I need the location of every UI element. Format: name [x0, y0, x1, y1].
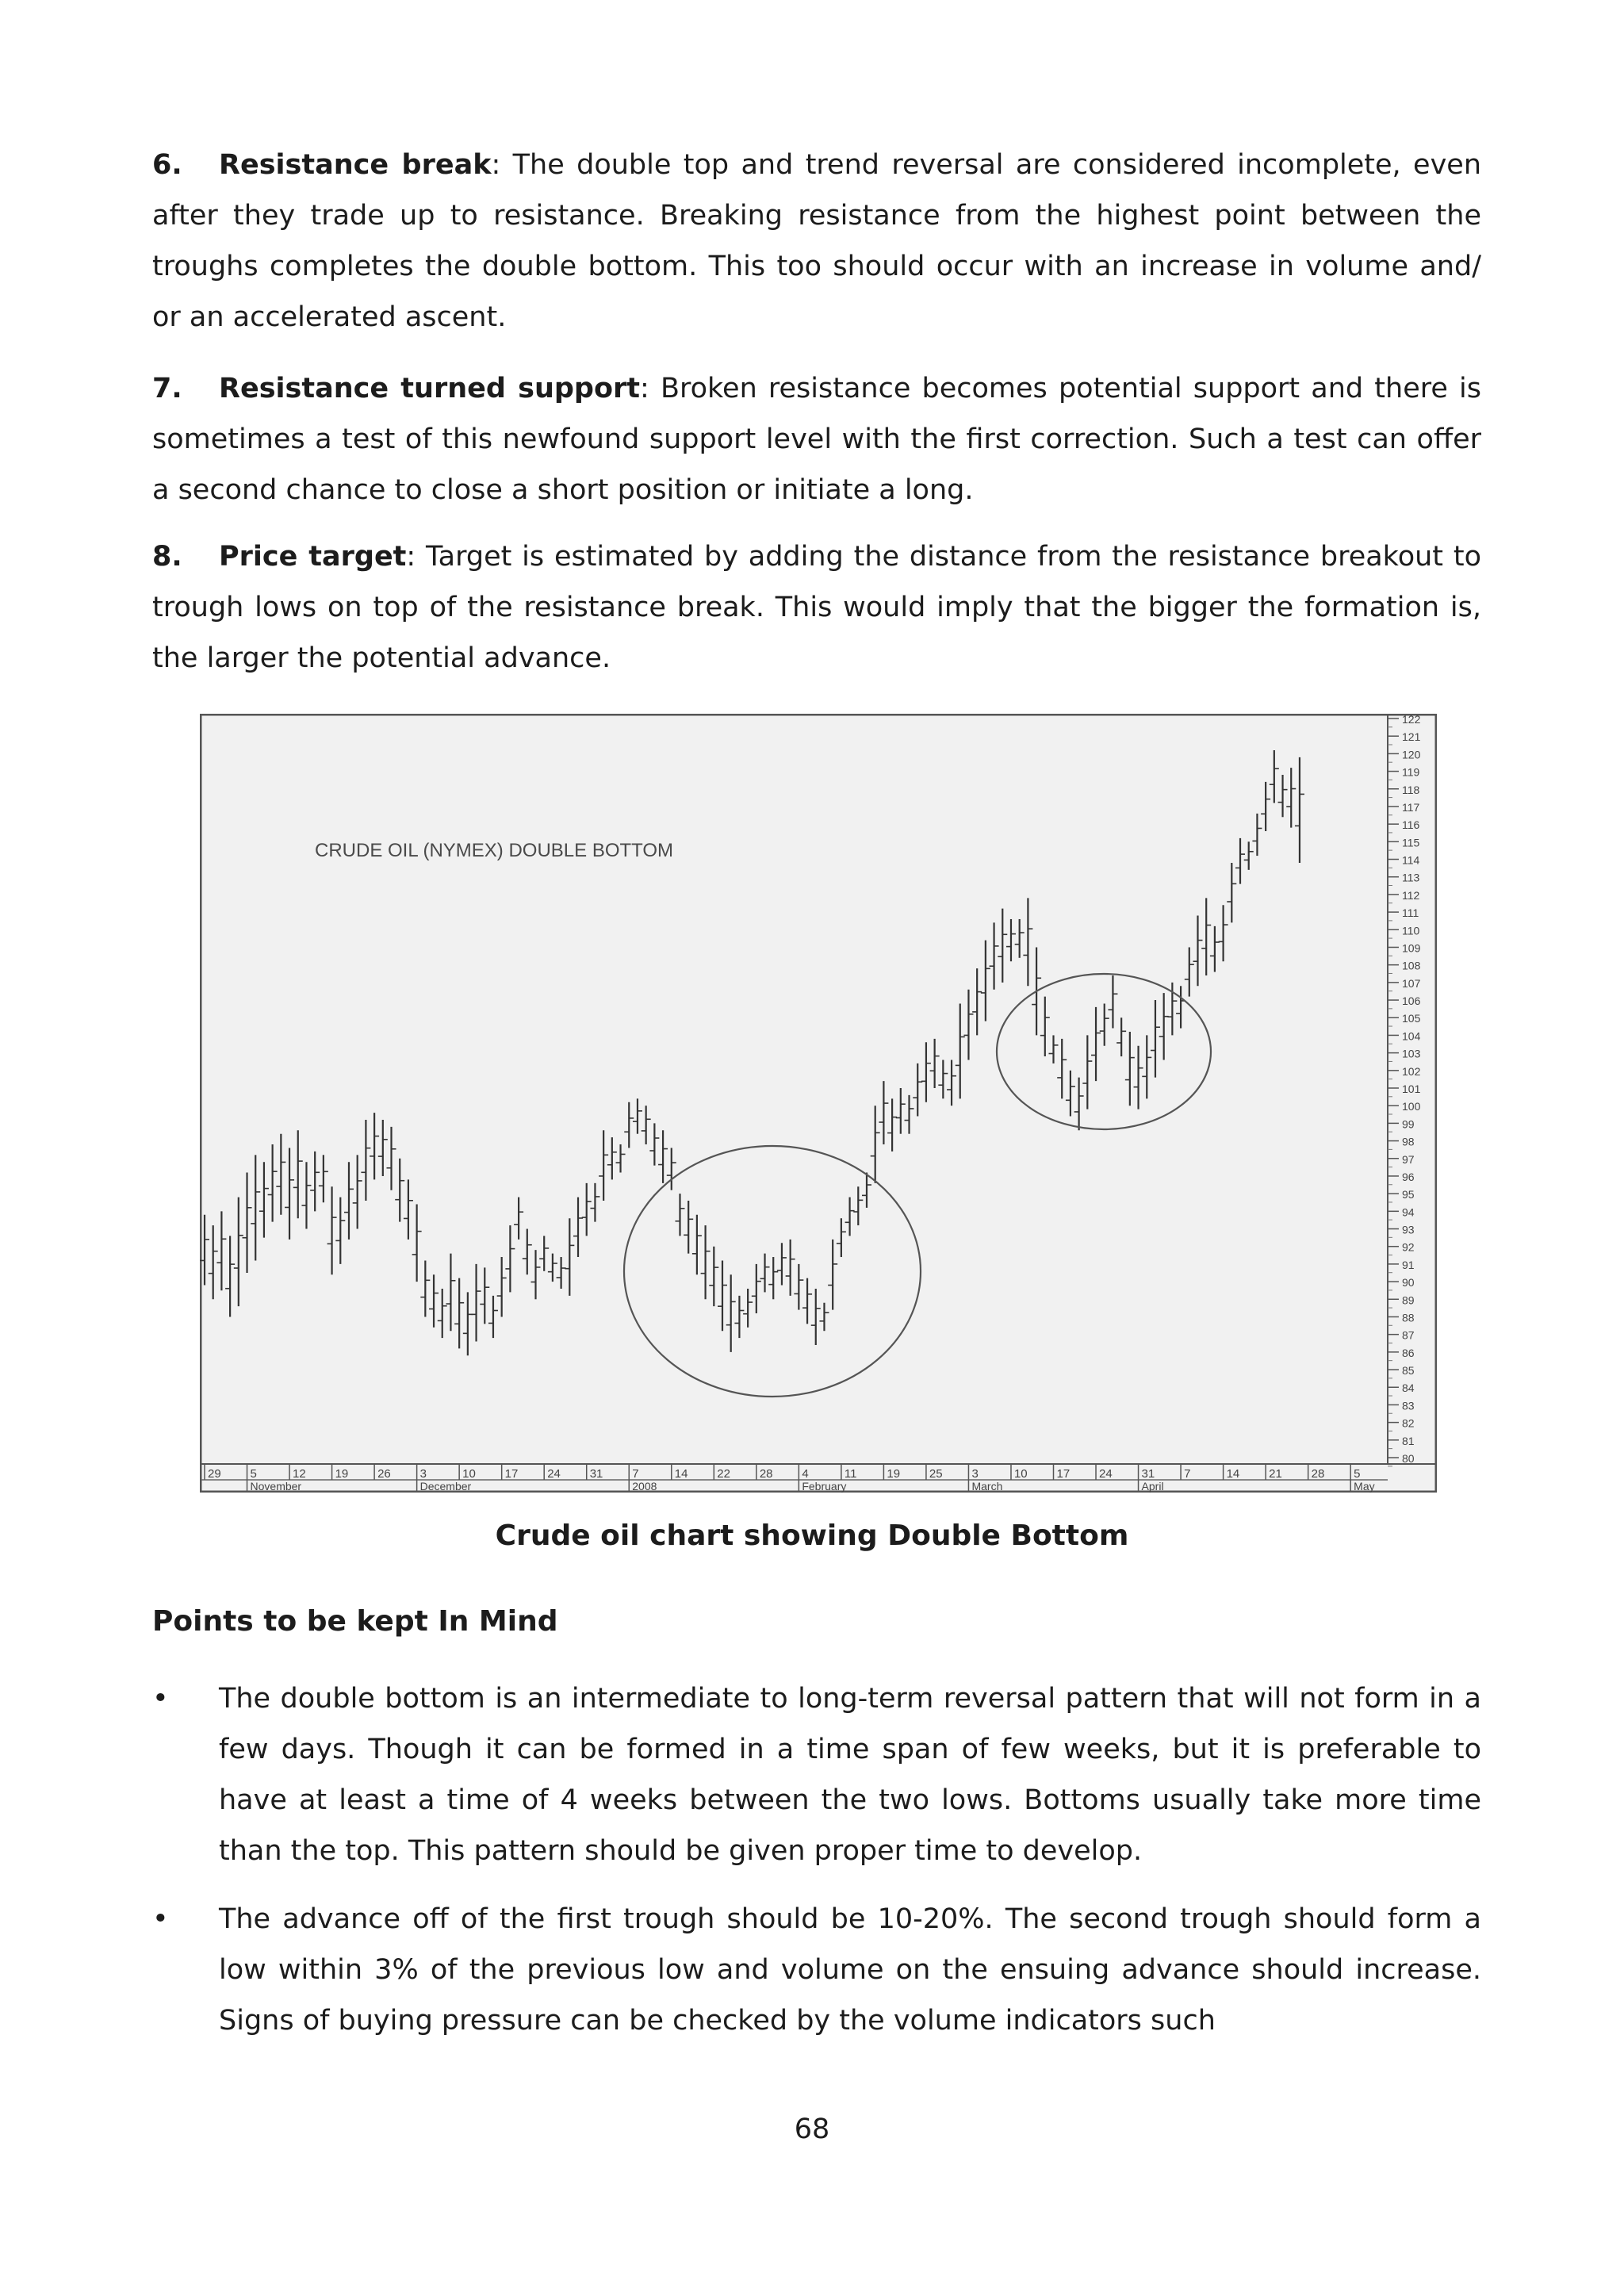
- paragraph-resistance-break: [152, 140, 1481, 343]
- y-tick-label: 107: [1402, 976, 1421, 990]
- item-text: : Target is estimated by adding the distance from the resistance breakout to trough lows on top of the resistance break. This would imply that the bigger the formation is, the larger the potential advance.: [152, 541, 1481, 674]
- x-tick-label: 19: [335, 1467, 349, 1481]
- y-tick-label: 84: [1402, 1382, 1415, 1395]
- y-tick-label: 121: [1402, 730, 1421, 744]
- y-tick-label: 90: [1402, 1276, 1415, 1290]
- paragraph-price-target: [152, 531, 1481, 684]
- y-tick-label: 86: [1402, 1346, 1415, 1359]
- y-tick-label: 120: [1402, 748, 1421, 761]
- y-tick-label: 102: [1402, 1064, 1421, 1078]
- y-tick-label: 95: [1402, 1188, 1415, 1201]
- y-tick-label: 82: [1402, 1416, 1415, 1430]
- y-tick-label: 119: [1402, 765, 1420, 779]
- y-tick-label: 92: [1402, 1240, 1415, 1254]
- x-month-label: December: [419, 1480, 472, 1493]
- x-tick-label: 14: [1226, 1467, 1240, 1481]
- x-tick-label: 5: [1354, 1467, 1361, 1481]
- item-term: Resistance turned support: [219, 373, 641, 404]
- x-tick-label: 11: [844, 1467, 857, 1481]
- y-tick-label: 94: [1402, 1205, 1415, 1219]
- bullet-dot: •: [152, 1903, 169, 1935]
- y-tick-label: 112: [1402, 888, 1420, 902]
- y-tick-label: 80: [1402, 1452, 1415, 1465]
- x-tick-label: 14: [674, 1467, 688, 1481]
- chart-frame: [201, 715, 1436, 1492]
- x-tick-label: 12: [293, 1467, 306, 1481]
- y-tick-label: 114: [1402, 853, 1420, 867]
- x-tick-label: 3: [971, 1467, 979, 1481]
- bullet-dot: •: [152, 1683, 169, 1715]
- y-tick-label: 93: [1402, 1223, 1415, 1236]
- x-tick-label: 10: [1013, 1467, 1028, 1481]
- y-tick-label: 103: [1402, 1047, 1421, 1060]
- y-tick-label: 98: [1402, 1135, 1415, 1148]
- y-tick-label: 109: [1402, 941, 1421, 955]
- x-tick-label: 26: [377, 1467, 391, 1481]
- x-tick-label: 25: [929, 1467, 943, 1481]
- bullet-item: [152, 1894, 1481, 2046]
- y-tick-label: 81: [1402, 1434, 1415, 1447]
- y-tick-label: 110: [1402, 924, 1420, 937]
- x-tick-label: 24: [1099, 1467, 1113, 1481]
- y-tick-label: 106: [1402, 994, 1421, 1008]
- y-tick-label: 99: [1402, 1117, 1415, 1131]
- x-month-label: 2008: [632, 1480, 657, 1493]
- x-month-label: May: [1354, 1480, 1375, 1493]
- y-tick-label: 87: [1402, 1328, 1415, 1342]
- x-tick-label: 7: [632, 1467, 639, 1481]
- y-tick-label: 101: [1402, 1083, 1421, 1095]
- y-tick-label: 91: [1402, 1258, 1415, 1271]
- y-tick-label: 100: [1402, 1100, 1421, 1113]
- chart-title: CRUDE OIL (NYMEX) DOUBLE BOTTOM: [315, 840, 674, 861]
- paragraph-resistance-turned-support: [152, 363, 1481, 515]
- item-number: 7.: [152, 373, 182, 404]
- y-tick-label: 111: [1402, 906, 1419, 920]
- x-tick-label: 10: [462, 1467, 476, 1481]
- y-tick-label: 108: [1402, 959, 1421, 972]
- y-tick-label: 88: [1402, 1311, 1415, 1324]
- x-month-label: April: [1141, 1480, 1164, 1493]
- x-month-label: February: [802, 1480, 847, 1493]
- x-month-label: November: [250, 1480, 302, 1493]
- y-tick-label: 116: [1402, 818, 1420, 832]
- x-tick-label: 28: [1311, 1467, 1325, 1481]
- x-tick-label: 29: [208, 1467, 221, 1481]
- item-text: : The double top and trend reversal are considered incomplete, even after they trade up to resistance. Breaking resistance from the highest point between the troughs completes the double bottom. This too should occur with an increase in volume and/ or an accelerated ascent.: [152, 149, 1481, 333]
- x-tick-label: 5: [250, 1467, 257, 1481]
- chart-caption: Crude oil chart showing Double Bottom: [495, 1519, 1129, 1552]
- y-tick-label: 122: [1402, 714, 1421, 726]
- x-tick-label: 17: [504, 1467, 519, 1481]
- x-tick-label: 3: [419, 1467, 427, 1481]
- item-text: : Broken resistance becomes potential support and there is sometimes a test of this newfound support level with the first correction. Such a test can offer a second chance to close a short position or initiate a long.: [152, 373, 1481, 506]
- y-tick-label: 105: [1402, 1012, 1421, 1025]
- y-tick-label: 89: [1402, 1293, 1415, 1307]
- bullet-text: The advance off of the first trough should be 10-20%. The second trough should form a low within 3% of the previous low and volume on the ensuing advance should increase. Signs of buying pressure can be checked by the volume indicators such: [219, 1903, 1481, 2037]
- y-tick-label: 104: [1402, 1029, 1421, 1043]
- y-tick-label: 113: [1402, 871, 1420, 884]
- item-number: 6.: [152, 149, 182, 181]
- y-tick-label: 118: [1402, 783, 1420, 796]
- points-heading: Points to be kept In Mind: [152, 1605, 558, 1638]
- page-number: 68: [794, 2113, 830, 2145]
- x-tick-label: 24: [547, 1467, 561, 1481]
- y-tick-label: 85: [1402, 1364, 1415, 1378]
- x-tick-label: 22: [717, 1467, 730, 1481]
- item-term: Price target: [219, 541, 407, 573]
- x-tick-label: 31: [589, 1467, 603, 1481]
- y-tick-label: 97: [1402, 1152, 1415, 1166]
- x-tick-label: 7: [1184, 1467, 1191, 1481]
- item-number: 8.: [152, 541, 182, 573]
- y-tick-label: 117: [1402, 800, 1420, 814]
- bullet-text: The double bottom is an intermediate to long-term reversal pattern that will not form in a few days. Though it can be formed in a time span of few weeks, but it is preferable to have at least a time of 4 weeks between the two lows. Bottoms usually take more time than the top. This pattern should be given proper time to develop.: [219, 1683, 1481, 1867]
- x-tick-label: 28: [759, 1467, 773, 1481]
- x-tick-label: 17: [1056, 1467, 1071, 1481]
- x-tick-label: 21: [1269, 1467, 1282, 1481]
- y-tick-label: 83: [1402, 1399, 1415, 1412]
- x-tick-label: 31: [1141, 1467, 1155, 1481]
- item-term: Resistance break: [219, 149, 492, 181]
- x-month-label: March: [971, 1480, 1003, 1493]
- y-tick-label: 115: [1402, 836, 1420, 849]
- x-tick-label: 4: [802, 1467, 809, 1481]
- crude-oil-chart: [200, 714, 1437, 1493]
- bullet-item: [152, 1673, 1481, 1876]
- x-tick-label: 19: [887, 1467, 901, 1481]
- y-tick-label: 96: [1402, 1170, 1415, 1183]
